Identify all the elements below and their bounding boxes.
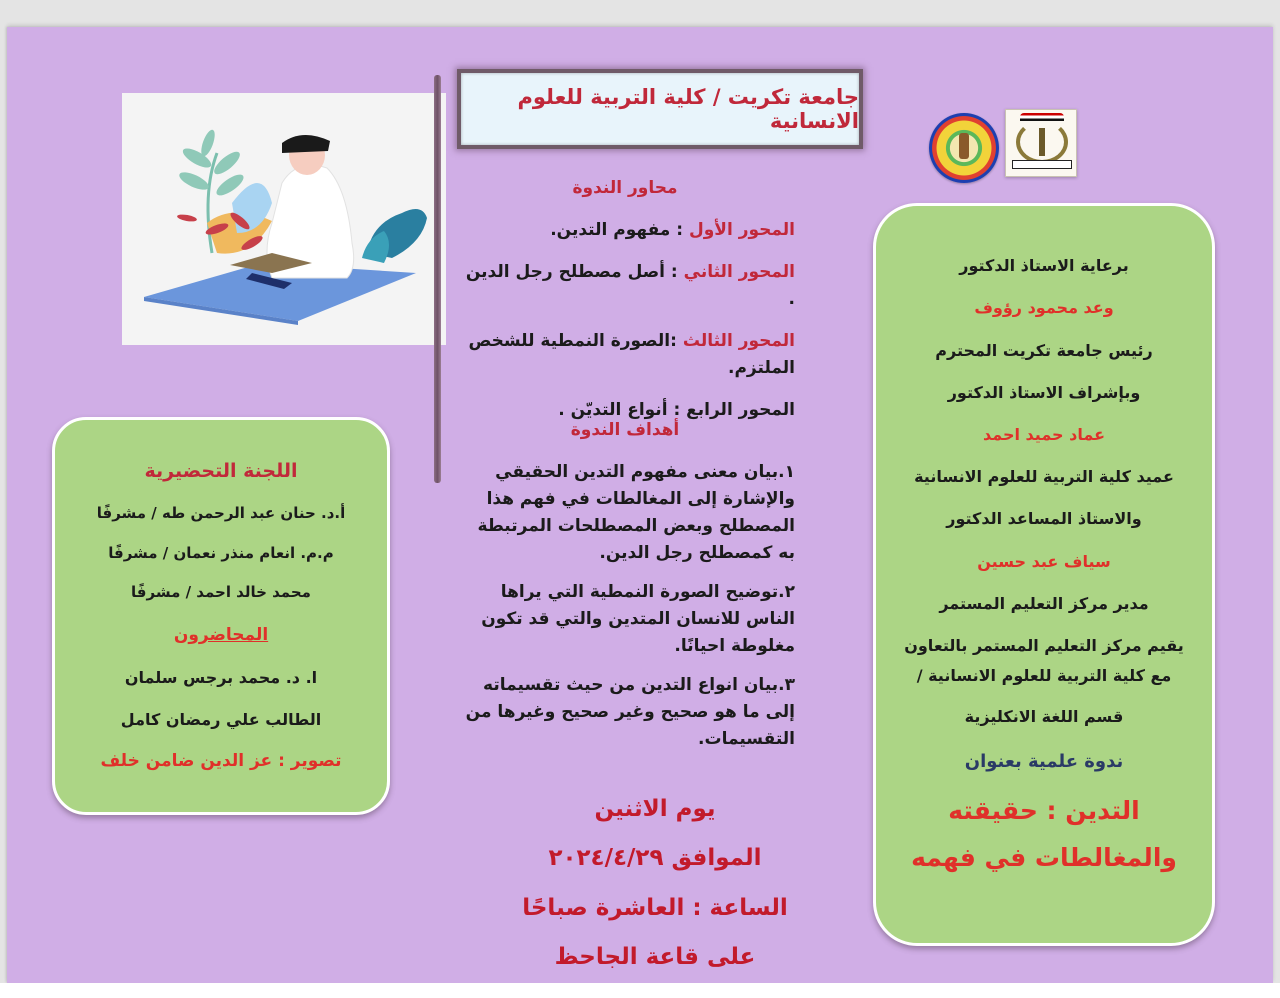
seminar-goals-section — [455, 417, 795, 753]
goal-item: ١.بيان معنى مفهوم التدين الحقيقي والإشارة إلى المغالطات في فهم هذا المصطلح وبعض المصطلحات المرتبطة به كمصطلح رجل الدين. — [477, 462, 795, 563]
patronage-card — [873, 203, 1215, 946]
axis-item: المحور الثاني : أصل مصطلح رجل الدين . — [465, 262, 795, 309]
committee-member: أ.د. حنان عبد الرحمن طه / مشرفًا — [96, 504, 346, 522]
patronage-line: مدير مركز التعليم المستمر — [939, 594, 1149, 613]
event-date: الموافق ٢٠٢٤/٤/٢٩ — [548, 845, 762, 871]
lecturer: الطالب علي رمضان كامل — [120, 710, 322, 729]
patronage-line: مع كلية التربية للعلوم الانسانية / — [916, 666, 1172, 685]
university-title-box — [457, 69, 863, 149]
patronage-line: رئيس جامعة تكريت المحترم — [935, 341, 1153, 360]
patronage-line: وبإشراف الاستاذ الدكتور — [947, 383, 1141, 402]
patronage-line: والاستاذ المساعد الدكتور — [946, 509, 1142, 528]
axes-heading: محاور الندوة — [572, 178, 678, 198]
photography-credit: تصوير : عز الدين ضامن خلف — [100, 751, 342, 771]
tikrit-university-logo-icon — [1005, 109, 1077, 177]
goals-heading: أهداف الندوة — [570, 420, 680, 440]
axis-item: المحور الثالث :الصورة النمطية للشخص الملتزم. — [468, 331, 795, 378]
seminar-title-line-2: والمغالطات في فهمه — [911, 843, 1177, 872]
continuing-education-logo-icon — [929, 113, 999, 183]
patronage-line: عميد كلية التربية للعلوم الانسانية — [914, 467, 1174, 486]
committee-heading: اللجنة التحضيرية — [144, 460, 298, 482]
patronage-line: وعد محمود رؤوف — [974, 298, 1114, 317]
patronage-line: قسم اللغة الانكليزية — [964, 707, 1124, 726]
seminar-axes-section — [455, 175, 795, 424]
man-reading-quran-illustration — [122, 93, 446, 345]
bottom-strip — [0, 983, 1280, 998]
goal-item: ٢.توضيح الصورة النمطية التي يراها الناس للانسان المتدين والتي قد تكون مغلوطة احيانًا. — [481, 582, 795, 656]
event-venue: على قاعة الجاحظ — [554, 944, 756, 970]
patronage-line: برعاية الاستاذ الدكتور — [959, 256, 1129, 275]
flagpole-divider — [434, 75, 441, 483]
seminar-title-line-1: التدين : حقيقته — [948, 796, 1140, 825]
patronage-line: عماد حميد احمد — [982, 425, 1106, 444]
event-day: يوم الاثنين — [594, 796, 716, 822]
patronage-line: سياف عبد حسين — [977, 552, 1111, 571]
lecturer: ا. د. محمد برجس سلمان — [124, 668, 318, 687]
axis-item: المحور الرابع : أنواع التديّن . — [558, 400, 795, 420]
seminar-label: ندوة علمية بعنوان — [964, 751, 1124, 772]
axis-item: المحور الأول : مفهوم التدين. — [550, 220, 795, 240]
committee-card — [52, 417, 390, 815]
patronage-line: يقيم مركز التعليم المستمر بالتعاون — [904, 636, 1184, 655]
goal-item: ٣.بيان انواع التدين من حيث تقسيماته إلى ما هو صحيح وغير صحيح وغيرها من التقسيمات. — [465, 675, 795, 749]
lecturers-heading: المحاضرون — [173, 625, 269, 645]
committee-member: محمد خالد احمد / مشرفًا — [131, 583, 311, 601]
university-title: جامعة تكريت / كلية التربية للعلوم الانسانية — [517, 85, 859, 133]
event-time: الساعة : العاشرة صباحًا — [522, 895, 788, 921]
committee-member: م.م. انعام منذر نعمان / مشرفًا — [108, 544, 334, 562]
